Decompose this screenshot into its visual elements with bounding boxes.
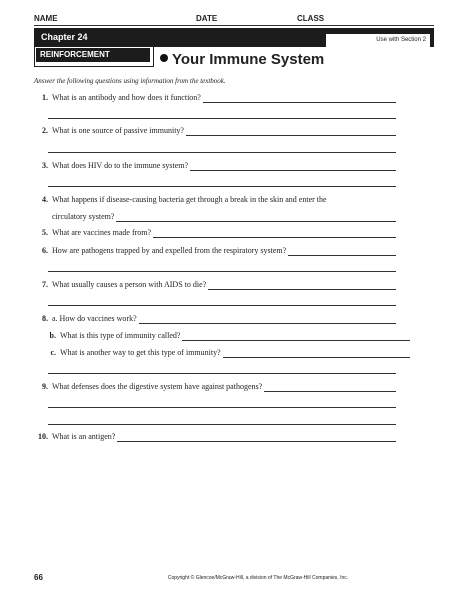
question-number: c. (50, 348, 56, 357)
reinforcement-label: REINFORCEMENT (36, 48, 150, 62)
question-number: 5. (42, 228, 48, 237)
answer-line[interactable] (182, 333, 410, 341)
question-number: 1. (42, 93, 48, 102)
header-rule (34, 25, 434, 26)
question-number: 2. (42, 126, 48, 135)
question-number: 10. (38, 432, 48, 441)
copyright-notice: Copyright © Glencoe/McGraw-Hill, a division of The McGraw-Hill Companies, Inc. (167, 575, 349, 581)
question-text: How are pathogens trapped by and expelled from the respiratory system? (52, 246, 287, 255)
question-number: 4. (42, 195, 48, 204)
question-10 (34, 432, 396, 442)
question-number: 7. (42, 280, 48, 289)
question-2 (34, 126, 396, 136)
answer-line[interactable] (48, 186, 396, 187)
answer-line[interactable] (288, 248, 396, 256)
page-number: 66 (34, 573, 43, 582)
question-8a (34, 314, 396, 324)
answer-line[interactable] (264, 384, 396, 392)
answer-line[interactable] (117, 434, 396, 442)
name-label: NAME (34, 14, 58, 23)
answer-line[interactable] (190, 163, 396, 171)
answer-line[interactable] (48, 152, 396, 153)
question-text: What usually causes a person with AIDS to die? (52, 280, 207, 289)
question-1 (34, 93, 396, 103)
question-text: What is an antigen? (52, 432, 116, 441)
answer-line[interactable] (208, 282, 396, 290)
title-text: Your Immune System (172, 51, 325, 68)
question-text: What is another way to get this type of immunity? (60, 348, 221, 357)
section-tag: Use with Section 2 (326, 34, 430, 47)
question-text: What is this type of immunity called? (60, 331, 181, 340)
answer-line[interactable] (48, 407, 396, 408)
question-number: 9. (42, 382, 48, 391)
page-title (160, 51, 324, 68)
question-number: 3. (42, 161, 48, 170)
question-number: 6. (42, 246, 48, 255)
question-text: What are vaccines made from? (52, 228, 152, 237)
bullet-icon (160, 54, 168, 62)
question-text: a. How do vaccines work? (52, 314, 137, 323)
answer-line[interactable] (48, 305, 396, 306)
question-text: What defenses does the digestive system have against pathogens? (52, 382, 263, 391)
answer-line[interactable] (223, 350, 410, 358)
date-label: DATE (196, 14, 218, 23)
question-4 (34, 195, 396, 205)
chapter-label: Chapter 24 (41, 32, 88, 42)
answer-line[interactable] (186, 128, 396, 136)
answer-line[interactable] (203, 95, 396, 103)
question-text: circulatory system? (52, 212, 115, 221)
question-text: What is an antibody and how does it function? (52, 93, 201, 102)
question-7 (34, 280, 396, 290)
answer-line[interactable] (48, 373, 396, 374)
answer-line[interactable] (48, 424, 396, 425)
question-9 (34, 382, 396, 392)
answer-line[interactable] (116, 214, 396, 222)
answer-line[interactable] (139, 316, 396, 324)
answer-line[interactable] (153, 230, 396, 238)
question-8b (34, 331, 410, 341)
question-3 (34, 161, 396, 171)
instructions: Answer the following questions using information from the textbook. (34, 77, 226, 85)
answer-line[interactable] (48, 118, 396, 119)
question-number: b. (49, 331, 56, 340)
question-text: What happens if disease-causing bacteria get through a break in the skin and enter the (52, 195, 327, 204)
question-4-continued (34, 212, 396, 222)
class-label: CLASS (297, 14, 325, 23)
question-6 (34, 246, 396, 256)
question-text: What does HIV do to the immune system? (52, 161, 189, 170)
question-text: What is one source of passive immunity? (52, 126, 184, 135)
question-8c (34, 348, 410, 358)
question-number: 8. (42, 314, 48, 323)
answer-line[interactable] (48, 271, 396, 272)
question-5 (34, 228, 396, 238)
